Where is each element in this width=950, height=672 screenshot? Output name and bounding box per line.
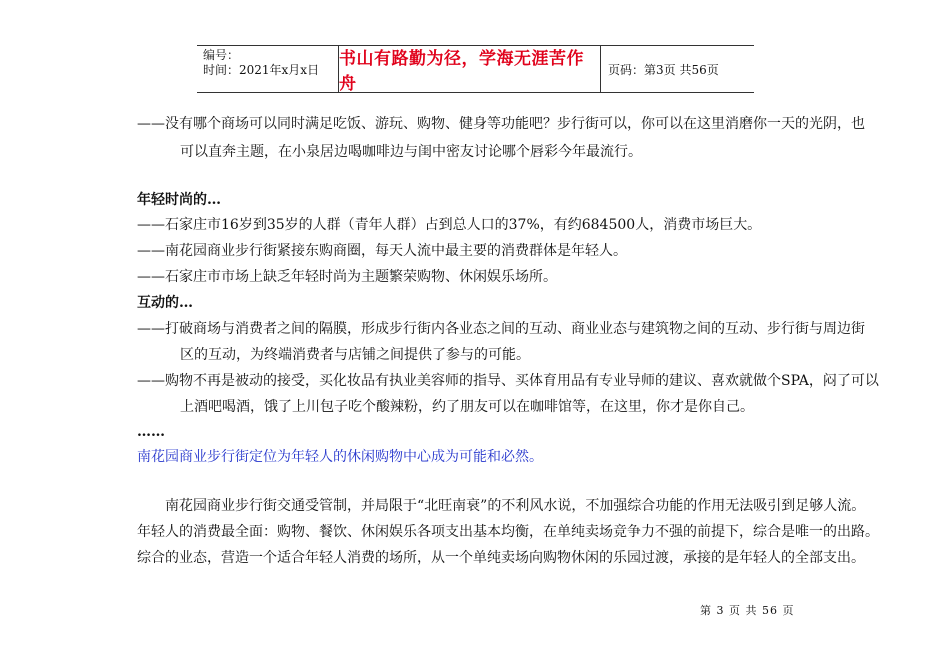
section-heading-interact: 互动的… <box>137 295 193 311</box>
list-item: ——购物不再是被动的接受，买化妆品有执业美容师的指导、买体育用品有专业导师的建议、喜欢就做个SPA，闷了可以 <box>137 373 879 389</box>
paragraph-line: 年轻人的消费最全面：购物、餐饮、休闲娱乐各项支出基本均衡，在单纯卖场竞争力不强的前提下，综合是唯一的出路。 <box>137 524 879 540</box>
list-item-continuation: 区的互动，为终端消费者与店铺之间提供了参与的可能。 <box>180 347 530 363</box>
page-footer: 第 3 页 共 56 页 <box>700 604 795 617</box>
ellipsis: …… <box>137 424 165 440</box>
conclusion-text: 南花园商业步行街定位为年轻人的休闲购物中心成为可能和必然。 <box>137 449 543 465</box>
page-header <box>197 45 754 93</box>
header-motto: 书山有路勤为径，学海无涯苦作舟 <box>339 46 601 92</box>
section-heading-young: 年轻时尚的… <box>137 192 221 208</box>
list-item: ——南花园商业步行街紧接东购商圈，每天人流中最主要的消费群体是年轻人。 <box>137 243 627 259</box>
paragraph-line: 综合的业态，营造一个适合年轻人消费的场所，从一个单纯卖场向购物休闲的乐园过渡，承接的是年轻人的全部支出。 <box>137 550 865 566</box>
time-label: 时间：2021年x月x日 <box>203 63 320 77</box>
list-item: ——石家庄市市场上缺乏年轻时尚为主题繁荣购物、休闲娱乐场所。 <box>137 269 557 285</box>
list-item: ——石家庄市16岁到35岁的人群（青年人群）占到总人口的37%，有约684500人，消费市场巨大。 <box>137 217 762 233</box>
header-page-label: 页码：第3页 共56页 <box>608 62 719 77</box>
paragraph-line: 可以直奔主题，在小泉居边喝咖啡边与闺中密友讨论哪个唇彩今年最流行。 <box>180 144 642 160</box>
paragraph-line: 南花园商业步行街交通受管制，并局限于“北旺南衰”的不利风水说，不加强综合功能的作用无法吸引到足够人流。 <box>165 498 866 514</box>
list-item: ——打破商场与消费者之间的隔膜，形成步行街内各业态之间的互动、商业业态与建筑物之间的互动、步行街与周边街 <box>137 321 865 337</box>
paragraph-line: ——没有哪个商场可以同时满足吃饭、游玩、购物、健身等功能吧？步行街可以，你可以在这里消磨你一天的光阴，也 <box>137 116 865 132</box>
number-label: 编号： <box>203 48 240 62</box>
list-item-continuation: 上酒吧喝酒，饿了上川包子吃个酸辣粉，约了朋友可以在咖啡馆等，在这里，你才是你自己。 <box>180 399 754 415</box>
header-meta <box>197 46 339 92</box>
